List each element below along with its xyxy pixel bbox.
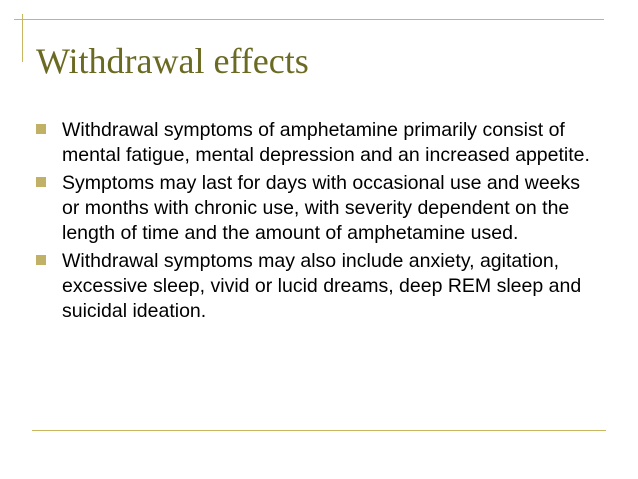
square-bullet-icon xyxy=(36,177,46,187)
slide-title: Withdrawal effects xyxy=(36,41,309,81)
vertical-accent-line xyxy=(22,14,23,62)
bullet-item xyxy=(34,171,594,246)
square-bullet-icon xyxy=(36,124,46,134)
top-rule xyxy=(14,19,604,20)
bullet-text: Withdrawal symptoms may also include anxiety, agitation, excessive sleep, vivid or lucid dreams, deep REM sleep and suicidal ideation. xyxy=(62,250,582,322)
bullet-text: Withdrawal symptoms of amphetamine primarily consist of mental fatigue, mental depression and an increased appetite. xyxy=(62,119,590,166)
bottom-rule xyxy=(32,430,606,431)
bullet-item xyxy=(34,118,594,168)
bullet-item xyxy=(34,249,594,324)
bullet-list xyxy=(34,118,594,327)
square-bullet-icon xyxy=(36,255,46,265)
bullet-text: Symptoms may last for days with occasional use and weeks or months with chronic use, with severity dependent on the length of time and the amount of amphetamine used. xyxy=(62,172,581,244)
